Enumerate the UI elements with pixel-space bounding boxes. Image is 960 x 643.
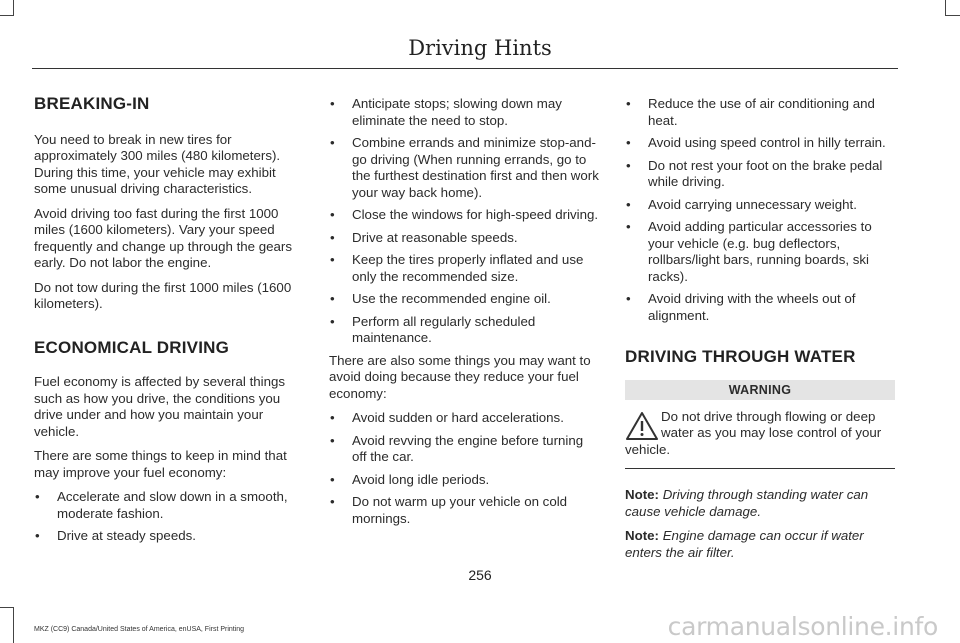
bullet-list (329, 96, 601, 347)
page-title: Driving Hints (408, 36, 552, 60)
list-item: • Close the windows for high-speed driving. (329, 207, 601, 224)
list-item: • Accelerate and slow down in a smooth, moderate fashion. (34, 489, 306, 522)
header-rule (32, 68, 898, 69)
section-heading-breaking-in: BREAKING-IN (34, 94, 150, 113)
paragraph: You need to break in new tires for approximately 300 miles (480 kilometers). During this time, your vehicle may exhibit some unusual driving characteristics. (34, 131, 281, 196)
crop-mark-top-left-v (13, 0, 14, 16)
list-item: • Drive at steady speeds. (34, 528, 306, 545)
paragraph: There are some things to keep in mind that may improve your fuel economy: (34, 448, 287, 480)
bullet-list (625, 96, 895, 324)
warning-divider (625, 468, 895, 469)
warning-banner: WARNING (625, 380, 895, 400)
list-item: • Avoid adding particular accessories to your vehicle (e.g. bug deflectors, rollbars/light bars, running boards, ski racks). (625, 219, 895, 285)
list-item: • Use the recommended engine oil. (329, 291, 601, 308)
list-item: • Avoid carrying unnecessary weight. (625, 197, 895, 214)
list-item: • Do not warm up your vehicle on cold mornings. (329, 494, 601, 527)
warning-box (625, 409, 895, 459)
page-number: 256 (468, 567, 492, 583)
list-item: • Do not rest your foot on the brake pedal while driving. (625, 158, 895, 191)
column-1 (34, 96, 306, 551)
list-item: • Avoid sudden or hard accelerations. (329, 410, 601, 427)
paragraph: Do not tow during the first 1000 miles (1600 kilometers). (34, 279, 292, 311)
list-item: • Drive at reasonable speeds. (329, 230, 601, 247)
crop-mark-bottom-left-h (0, 607, 14, 608)
note-text: Driving through standing water can cause vehicle damage. (625, 487, 869, 519)
column-3 (625, 96, 895, 569)
list-item: • Avoid using speed control in hilly terrain. (625, 135, 895, 152)
footer-text: MKZ (CC9) Canada/United States of America, enUSA, First Printing (34, 626, 245, 633)
warning-triangle-icon (625, 411, 659, 441)
crop-mark-top-left-h (0, 15, 14, 16)
paragraph: Avoid driving too fast during the first 1000 miles (1600 kilometers). Vary your speed frequently and change up through the gears early. Do not labor the engine. (34, 205, 293, 270)
section-heading-economical-driving: ECONOMICAL DRIVING (34, 337, 230, 357)
watermark: carmanualsonline.info (667, 612, 938, 641)
crop-mark-bottom-left-v (13, 607, 14, 643)
column-2 (329, 96, 601, 533)
note (625, 528, 895, 561)
warning-text: Do not drive through flowing or deep water as you may lose control of your vehicle. (625, 408, 882, 457)
note-label: Note: (625, 487, 659, 502)
list-item: • Keep the tires properly inflated and use only the recommended size. (329, 252, 601, 285)
crop-mark-top-right-h (945, 15, 960, 16)
note-label: Note: (625, 528, 659, 543)
list-item: • Avoid long idle periods. (329, 472, 601, 489)
paragraph: Fuel economy is affected by several things such as how you drive, the conditions you drive under and how you maintain your vehicle. (34, 374, 286, 439)
note (625, 487, 895, 520)
bullet-list (34, 489, 306, 545)
list-item: • Avoid driving with the wheels out of alignment. (625, 291, 895, 324)
list-item: • Reduce the use of air conditioning and heat. (625, 96, 895, 129)
paragraph: There are also some things you may want to avoid doing because they reduce your fuel economy: (329, 352, 591, 401)
crop-mark-top-right-v (945, 0, 946, 16)
list-item: • Combine errands and minimize stop-and-go driving (When running errands, go to the furthest destination first and then work your way back home). (329, 135, 601, 201)
note-text: Engine damage can occur if water enters the air filter. (625, 528, 864, 560)
section-heading-driving-through-water: DRIVING THROUGH WATER (625, 347, 856, 366)
bullet-list (329, 410, 601, 527)
list-item: • Perform all regularly scheduled maintenance. (329, 314, 601, 347)
list-item: • Anticipate stops; slowing down may eliminate the need to stop. (329, 96, 601, 129)
list-item: • Avoid revving the engine before turning off the car. (329, 433, 601, 466)
